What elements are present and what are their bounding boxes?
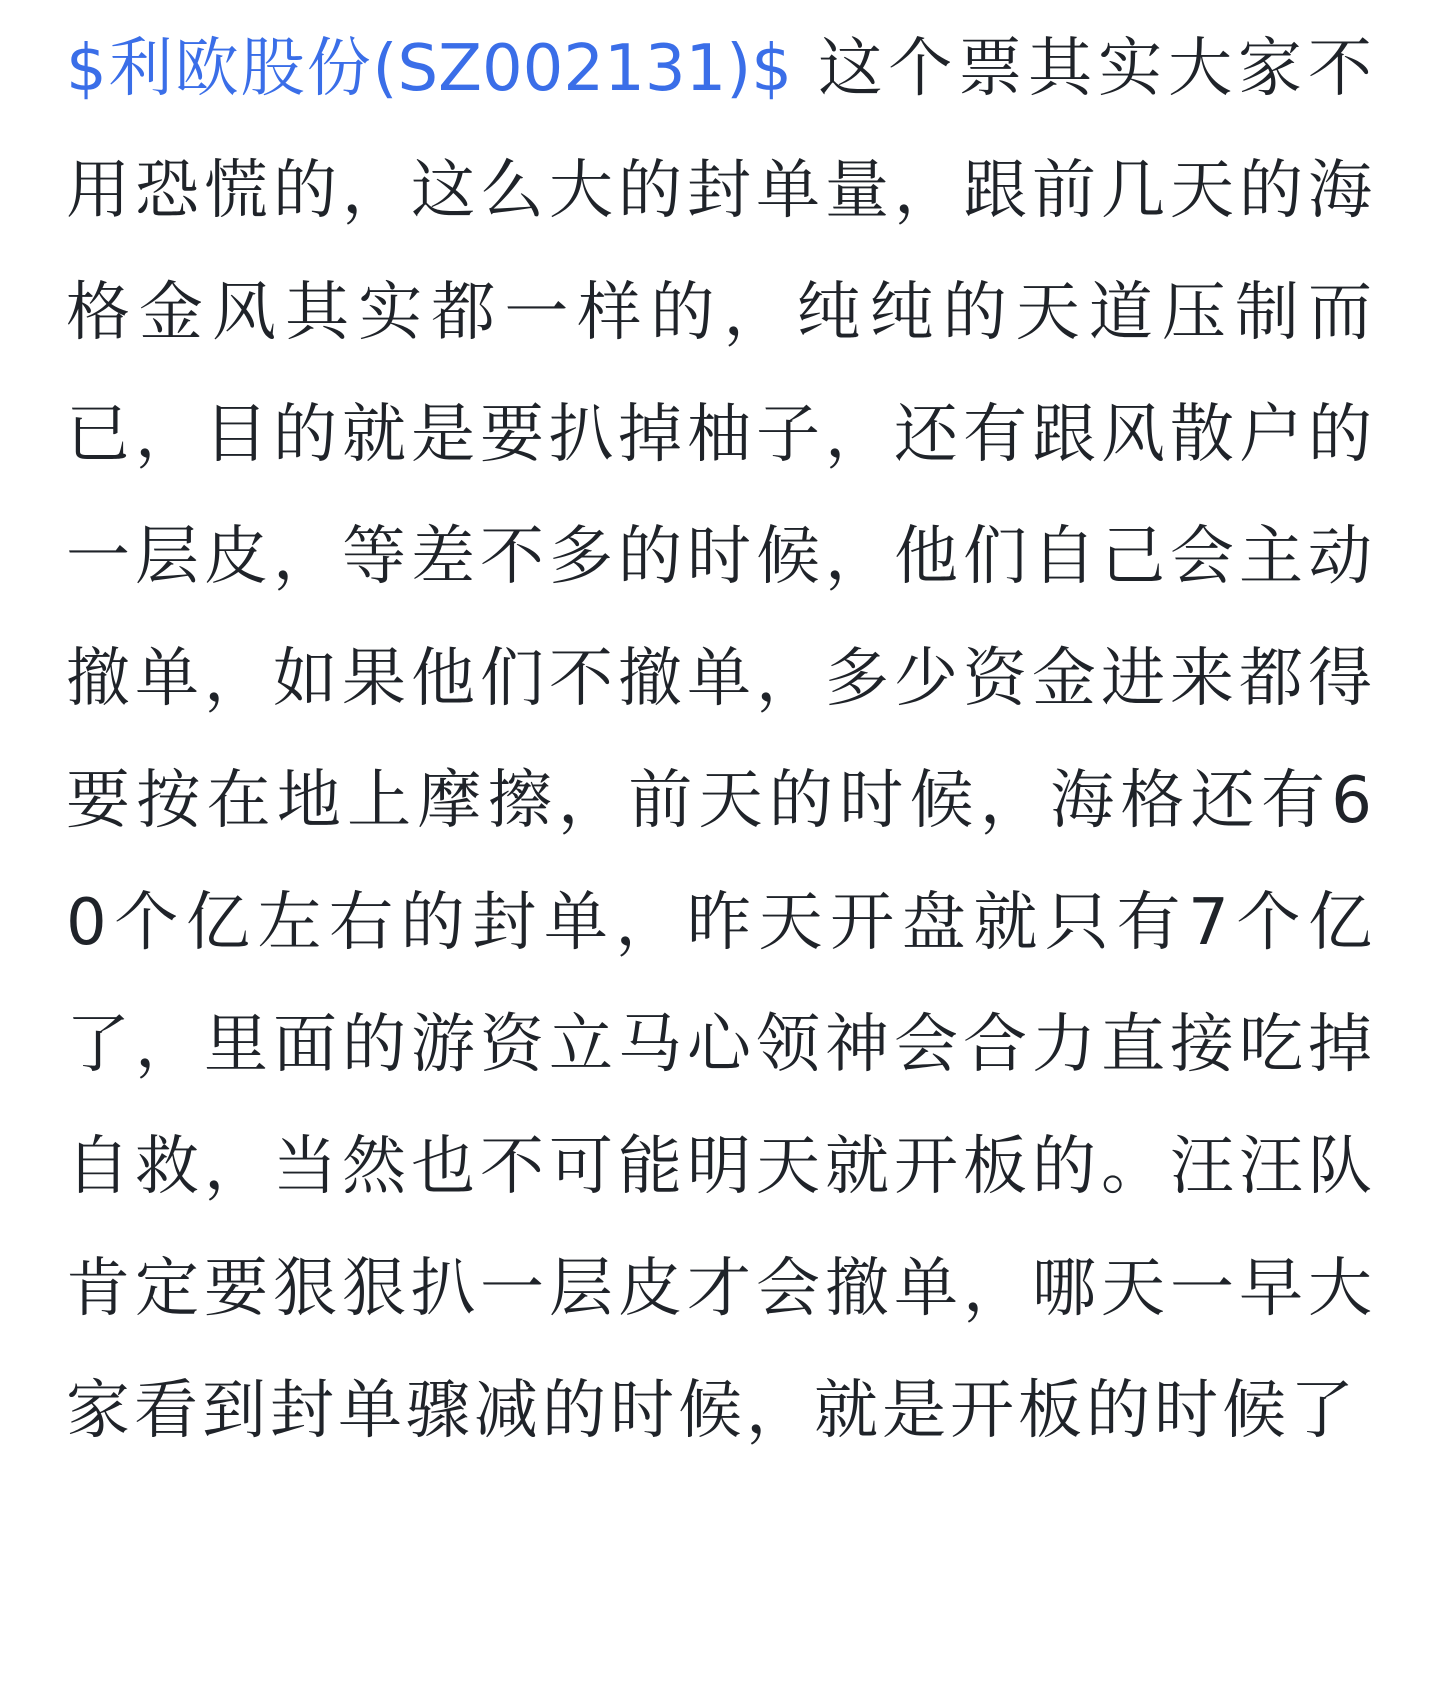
post-content xyxy=(66,8,1376,1472)
post-body-text: 这个票其实大家不用恐慌的，这么大的封单量，跟前几天的海格金风其实都一样的，纯纯的天道压制而已，目的就是要扒掉柚子，还有跟风散户的一层皮，等差不多的时候，他们自己会主动撤单，如果他们不撤单，多少资金进来都得要按在地上摩擦，前天的时候，海格还有60个亿左右的封单，昨天开盘就只有7个亿了，里面的游资立马心领神会合力直接吃掉自救，当然也不可能明天就开板的。汪汪队肯定要狠狠扒一层皮才会撤单，哪天一早大家看到封单骤减的时候，就是开板的时候了 xyxy=(66,32,1377,1448)
stock-tag-link[interactable]: $利欧股份(SZ002131)$ xyxy=(66,32,792,106)
post-body-paragraph xyxy=(66,8,1376,1472)
